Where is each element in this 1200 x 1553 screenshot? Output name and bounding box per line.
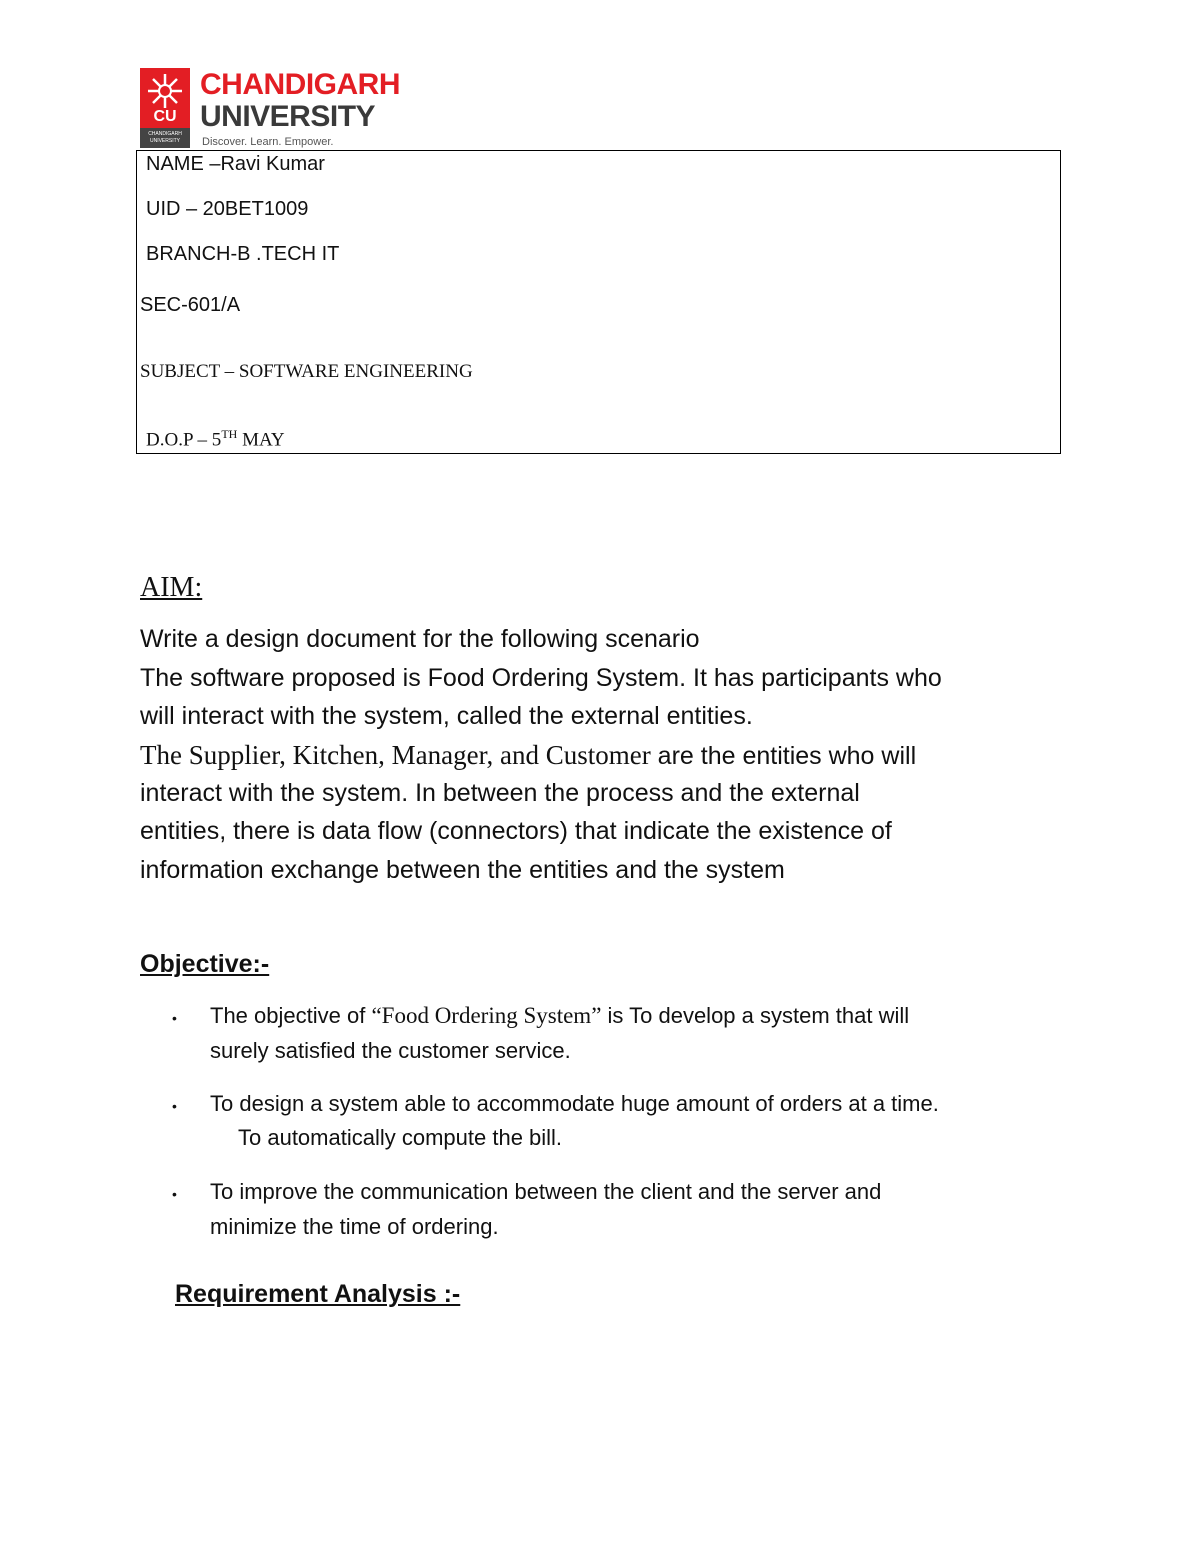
logo-abbr: CU bbox=[153, 108, 177, 125]
dop-suffix: MAY bbox=[237, 429, 285, 451]
aim-line: The software proposed is Food Ordering System. It has participants who bbox=[140, 664, 942, 692]
bullet-icon: • bbox=[172, 1186, 177, 1202]
student-info-box bbox=[136, 150, 1061, 454]
objective-1-system-name: “Food Ordering System” bbox=[371, 1003, 602, 1028]
aim-line4-rest: are the entities who will bbox=[650, 742, 917, 770]
objective-item-2-line2: To automatically compute the bill. bbox=[238, 1125, 563, 1150]
student-branch: BRANCH-B .TECH IT bbox=[146, 243, 340, 265]
dop-prefix: D.O.P – 5 bbox=[146, 429, 222, 451]
logo-strip-text: CHANDIGARH UNIVERSITY bbox=[140, 128, 190, 148]
objective-item-3: To improve the communication between the client and the server and bbox=[210, 1179, 882, 1204]
objective-item-3-line2: minimize the time of ordering. bbox=[210, 1214, 499, 1239]
student-subject: SUBJECT – SOFTWARE ENGINEERING bbox=[140, 361, 473, 382]
aim-line: interact with the system. In between the process and the external bbox=[140, 779, 860, 807]
aim-line: information exchange between the entities and the system bbox=[140, 856, 785, 884]
objective-1-pre: The objective of bbox=[210, 1003, 372, 1028]
student-section: SEC-601/A bbox=[140, 294, 241, 316]
bullet-icon: • bbox=[172, 1010, 177, 1026]
student-uid: UID – 20BET1009 bbox=[146, 198, 309, 220]
aim-line: will interact with the system, called the external entities. bbox=[140, 702, 753, 730]
objective-heading: Objective:- bbox=[140, 950, 270, 978]
snowflake-icon bbox=[146, 72, 184, 110]
objective-1-post: is To develop a system that will bbox=[601, 1003, 910, 1028]
aim-line bbox=[140, 740, 916, 771]
aim-line: entities, there is data flow (connectors) that indicate the existence of bbox=[140, 817, 892, 845]
logo-tagline: Discover. Learn. Empower. bbox=[202, 136, 334, 148]
university-logo bbox=[140, 68, 400, 150]
bullet-icon: • bbox=[172, 1098, 177, 1114]
objective-item-1-line2: surely satisfied the customer service. bbox=[210, 1038, 571, 1063]
logo-name-line1: CHANDIGARH bbox=[200, 68, 400, 101]
date-of-performance bbox=[146, 427, 285, 451]
aim-heading: AIM: bbox=[140, 572, 203, 603]
aim-line: Write a design document for the following scenario bbox=[140, 625, 700, 653]
objective-item-2: To design a system able to accommodate huge amount of orders at a time. bbox=[210, 1091, 939, 1116]
requirement-analysis-heading: Requirement Analysis :- bbox=[175, 1280, 461, 1308]
aim-entities: The Supplier, Kitchen, Manager, and Customer bbox=[140, 740, 651, 770]
logo-emblem bbox=[140, 68, 190, 148]
objective-item-1 bbox=[210, 1003, 909, 1029]
student-name: NAME –Ravi Kumar bbox=[146, 153, 325, 175]
dop-superscript: TH bbox=[221, 427, 238, 441]
logo-name-line2: UNIVERSITY bbox=[200, 100, 376, 133]
